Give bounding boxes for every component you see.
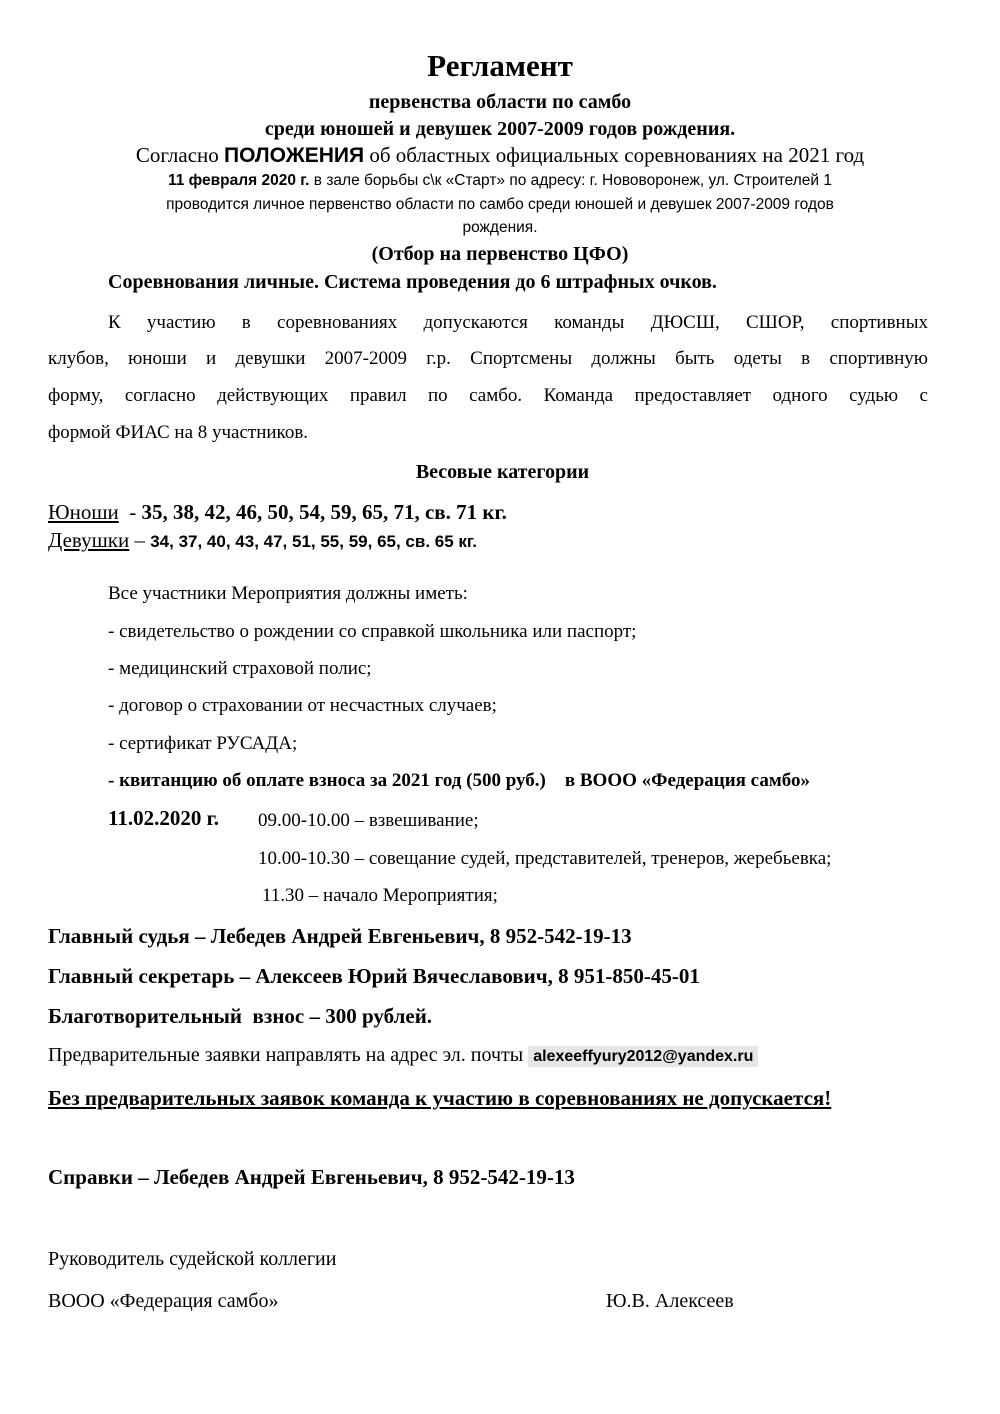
email-link[interactable]: alexeeffyury2012@yandex.ru <box>528 1046 758 1067</box>
applications-warning: Без предварительных заявок команда к участию в соревнованиях не допускается! <box>48 1086 832 1110</box>
signature-role: Руководитель судейской коллегии <box>48 1248 337 1270</box>
admission-line-4: формой ФИАС на 8 участников. <box>48 422 309 443</box>
document-title: Регламент <box>427 48 573 83</box>
schedule-item: 11.30 – начало Мероприятия; <box>262 885 498 906</box>
admission-line-2: клубов, юноши и девушки 2007-2009 г.р. Спортсмены должны быть одеты в спортивную <box>48 348 928 369</box>
signature-name: Ю.В. Алексеев <box>606 1290 734 1312</box>
admission-line-1: К участию в соревнованиях допускаются команды ДЮСШ, СШОР, спортивных <box>108 312 928 333</box>
girls-dash: – <box>129 528 151 552</box>
applications-line <box>48 1044 758 1067</box>
event-date: 11 февраля 2020 г. <box>167 172 310 189</box>
weights-heading: Весовые категории <box>415 461 590 483</box>
venue-address: в зале борьбы с\к «Старт» по адресу: г. Нововоронеж, ул. Строителей 1 <box>309 172 832 189</box>
info-contact: Справки – Лебедев Андрей Евгеньевич, 8 952-542-19-13 <box>48 1165 575 1189</box>
boys-dash: - <box>118 500 142 524</box>
requirement-item: - сертификат РУСАДА; <box>108 733 298 754</box>
schedule-date: 11.02.2020 г. <box>108 806 220 830</box>
venue-line-1 <box>0 172 1000 190</box>
admission-line-3: форму, согласно действующих правил по самбо. Команда предоставляет одного судью с <box>48 385 928 406</box>
girls-values: 34, 37, 40, 43, 47, 51, 55, 59, 65, св. 65 кг. <box>150 532 478 551</box>
selection-note: (Отбор на первенство ЦФО) <box>371 243 629 265</box>
boys-values: 35, 38, 42, 46, 50, 54, 59, 65, 71, св. 71 кг. <box>141 500 507 524</box>
basis-suffix: об областных официальных соревнованиях на 2021 год <box>364 143 865 167</box>
signature-org: ВООО «Федерация самбо» <box>48 1290 279 1312</box>
competition-system: Соревнования личные. Система проведения до 6 штрафных очков. <box>108 271 717 293</box>
boys-weights <box>48 500 507 525</box>
applications-text: Предварительные заявки направлять на адрес эл. почты <box>48 1044 529 1066</box>
venue-line-2: проводится личное первенство области по самбо среди юношей и девушек 2007-2009 годов <box>166 196 834 213</box>
girls-label: Девушки <box>48 528 130 552</box>
girls-weights <box>48 528 477 553</box>
requirements-intro: Все участники Мероприятия должны иметь: <box>108 583 468 604</box>
basis-prefix: Согласно <box>135 143 225 167</box>
schedule-item: 09.00-10.00 – взвешивание; <box>258 810 479 831</box>
subtitle-line-2: среди юношей и девушек 2007-2009 годов рождения. <box>264 118 736 140</box>
requirement-item: - свидетельство о рождении со справкой школьника или паспорт; <box>108 621 637 642</box>
boys-label: Юноши <box>48 500 119 524</box>
requirement-item: - медицинский страховой полис; <box>108 658 372 679</box>
venue-line-3: рождения. <box>462 219 538 236</box>
chief-judge: Главный судья – Лебедев Андрей Евгеньевич, 8 952-542-19-13 <box>48 924 632 948</box>
chief-secretary: Главный секретарь – Алексеев Юрий Вячеславович, 8 951-850-45-01 <box>48 964 700 988</box>
requirement-item: - договор о страховании от несчастных случаев; <box>108 695 497 716</box>
charity-fee: Благотворительный взнос – 300 рублей. <box>48 1004 433 1028</box>
basis-bold: ПОЛОЖЕНИЯ <box>224 144 365 167</box>
schedule-item: 10.00-10.30 – совещание судей, представителей, тренеров, жеребьевка; <box>258 848 832 869</box>
regulation-basis <box>0 143 1000 168</box>
payment-requirement: - квитанцию об оплате взноса за 2021 год (500 руб.) в ВООО «Федерация самбо» <box>108 770 811 791</box>
subtitle-line-1: первенства области по самбо <box>368 91 632 113</box>
